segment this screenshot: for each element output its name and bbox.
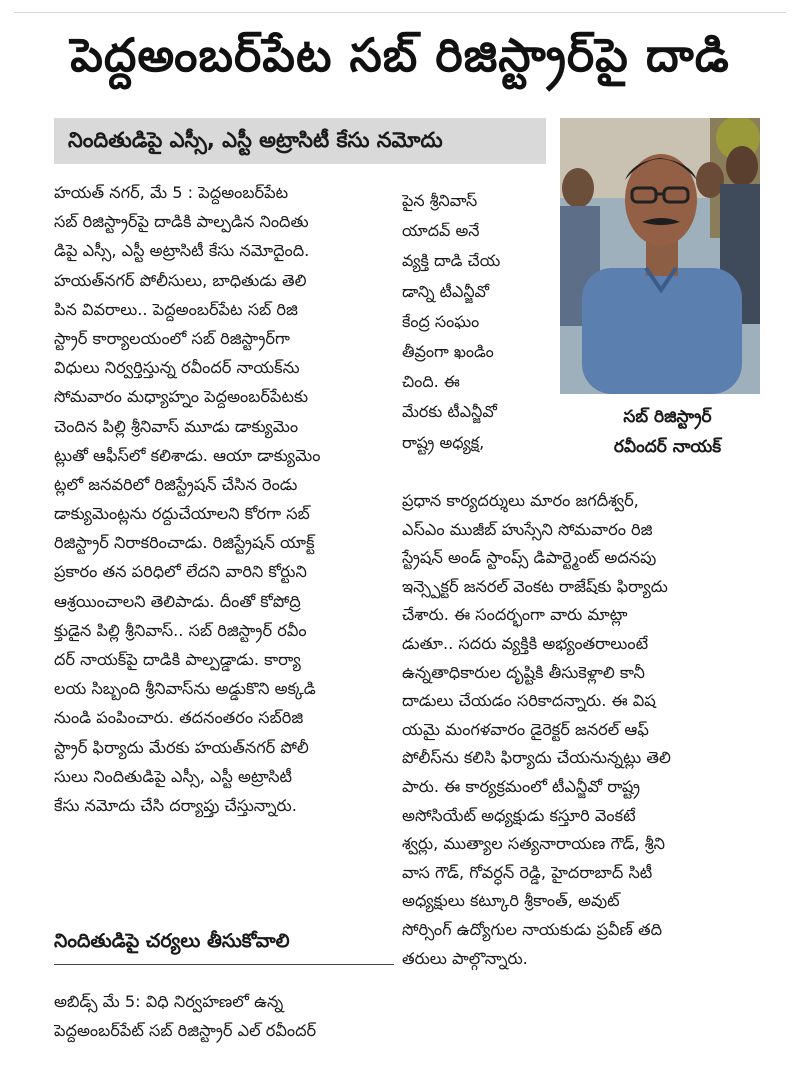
text-line: హయత్‌నగర్ పోలీసులు, బాధితుడు తెలి	[54, 270, 307, 290]
text-line: డిపై ఎస్సీ, ఎస్టీ అట్రాసిటీ కేసు నమోదైంది.	[54, 241, 310, 261]
text-line: క్తుడైన పిల్లి శ్రీనివాస్.. సబ్ రిజిస్ట్రార్ రవీం	[54, 620, 307, 640]
text-line: ట్లలో జనవరిలో రిజిస్ట్రేషన్ చేసిన రెండు	[54, 474, 298, 494]
article-column-middle	[402, 186, 554, 458]
text-line: యాదవ్ అనే	[402, 221, 480, 241]
text-line: పోలీస్‌ను కలిసి ఫిర్యాదు చేయనున్నట్లు తెలి	[402, 748, 671, 768]
text-line: డాన్ని టీఎన్జీవో	[402, 281, 490, 301]
text-line: దాడులు చేయడం సరికాదన్నారు. ఈ విష	[402, 691, 656, 711]
article-column-right	[402, 487, 758, 973]
subheading-band	[54, 118, 546, 164]
text-line: ట్లుతో ఆఫీస్‌లో కలిశాడు. ఆయా డాక్యుమెం	[54, 445, 321, 465]
text-line: కేంద్ర సంఘం	[402, 311, 480, 331]
text-line: సోమవారం మధ్యాహ్నం పెద్దఅంబర్‌పేటకు	[54, 387, 309, 407]
text-line: హయత్ నగర్, మే 5 : పెద్దఅంబర్‌పేట	[54, 183, 289, 202]
text-line: తరులు పాల్గొన్నారు.	[402, 948, 528, 968]
text-line: యమై మంగళవారం డైరెక్టర్ జనరల్ ఆఫ్	[402, 719, 649, 739]
text-line: పిన వివరాలు.. పెద్దఅంబర్‌పేట సబ్ రిజి	[54, 299, 298, 319]
text-line: ఎస్ఎం ముజీబ్ హుస్సేని సోమవారం రిజి	[402, 519, 653, 539]
text-line: పారు. ఈ కార్యక్రమంలో టీఎన్జీవో రాష్ట్ర	[402, 776, 641, 796]
text-line: పెద్దఅంబర్‌పేట్ సబ్ రిజిస్ట్రార్ ఎల్ రవీందర్	[54, 1020, 317, 1040]
second-subheading: నిందితుడిపై చర్యలు తీసుకోవాలి	[54, 930, 290, 952]
text-line: లయ సిబ్బంది శ్రీనివాస్‌ను అడ్డుకొని అక్కడి	[54, 679, 316, 699]
text-line: ఇన్స్పెక్టర్ జనరల్ వెంకట రాజేష్‌కు ఫిర్యాదు	[402, 576, 668, 596]
text-line: ఆశ్రయించాలని తెలిపాడు. దీంతో కోపోద్రి	[54, 591, 301, 611]
text-line: దర్ నాయక్‌పై దాడికి పాల్పడ్డాడు. కార్యా	[54, 650, 301, 669]
text-line: స్ట్రేషన్ అండ్ స్టాంప్స్ డిపార్ట్మెంట్ అదనపు	[402, 548, 657, 568]
text-line: అసోసియేట్ అధ్యక్షుడు కస్తూరి వెంకటే	[402, 805, 636, 825]
text-line: విధులు నిర్వర్తిస్తున్న రవీందర్ నాయక్‌ను	[54, 358, 300, 378]
text-line: సోర్సింగ్ ఉద్యోగుల నాయకుడు ప్రవీణ్ తది	[402, 919, 663, 939]
text-line: రిజిస్ట్రార్ నిరాకరించాడు. రిజిస్ట్రేషన్ యాక్ట్	[54, 533, 315, 553]
top-rule	[14, 12, 786, 13]
text-line: కేసు నమోదు చేసి దర్యాప్తు చేస్తున్నారు.	[54, 795, 297, 815]
text-line: చెందిన పిల్లి శ్రీనివాస్ మూడు డాక్యుమెం	[54, 416, 299, 436]
text-line: ప్రకారం తన పరిధిలో లేదని వారిని కోర్టుని	[54, 562, 307, 582]
text-line: అబిడ్స్ మే 5: విధి నిర్వహణలో ఉన్న	[54, 992, 284, 1011]
subheading: నిందితుడిపై ఎస్సీ, ఎస్టీ అట్రాసిటీ కేసు నమోదు	[68, 128, 443, 152]
text-line: నుండి పంపించారు. తదనంతరం సబ్‌రిజి	[54, 708, 304, 728]
photo-caption	[575, 402, 760, 462]
text-line: చింది. ఈ	[402, 372, 460, 392]
text-line: అధ్యక్షులు కట్కూరి శ్రీకాంత్, అవుట్	[402, 891, 620, 911]
text-line: స్ట్రార్ కార్యాలయంలో సబ్ రిజిస్ట్రార్‌గా	[54, 328, 290, 348]
text-line: మేరకు టీఎన్జీవో	[402, 402, 497, 422]
text-line: తీవ్రంగా ఖండిం	[402, 341, 494, 361]
text-line: వాస గౌడ్, గోవర్ధన్ రెడ్డి, హైదరాబాద్ సిటీ	[402, 862, 653, 882]
photo-illustration	[560, 118, 760, 394]
caption-line-name: రవీందర్ నాయక్	[613, 437, 722, 457]
text-line: డాక్యుమెంట్లను రద్దుచేయాలని కోరగా సబ్	[54, 504, 310, 524]
headline: పెద్దఅంబర్‌పేట సబ్ రిజిస్ట్రార్‌పై దాడి	[70, 28, 730, 82]
text-line: సబ్ రిజిస్ట్రార్‌పై దాడికి పాల్పడిన నిందితు	[54, 212, 309, 232]
text-line: పైన శ్రీనివాస్	[402, 191, 478, 210]
text-line: ప్రధాన కార్యదర్శులు మారం జగదీశ్వర్,	[402, 491, 639, 510]
caption-line-title: సబ్ రిజిస్ట్రార్	[623, 407, 712, 427]
text-line: శ్వర్లు, ముత్యాల సత్యనారాయణ గౌడ్, శ్రీని	[402, 834, 666, 854]
text-line: వ్యక్తి దాడి చేయ	[402, 251, 501, 271]
text-line: రాష్ట్ర అధ్యక్ష,	[402, 432, 485, 452]
text-line: చేశారు. ఈ సందర్భంగా వారు మాట్లా	[402, 605, 628, 625]
news-photo	[560, 118, 760, 394]
subheading-underline	[54, 964, 394, 965]
article-column-left	[54, 178, 394, 820]
article-column-left-second	[54, 988, 394, 1045]
text-line: స్ట్రార్ ఫిర్యాదు మేరకు హయత్‌నగర్ పోలీ	[54, 737, 309, 757]
text-line: డుతూ.. సదరు వ్యక్తికి అభ్యంతరాలుంటే	[402, 633, 649, 653]
text-line: సులు నిందితుడిపై ఎస్సీ, ఎస్టీ అట్రాసిటీ	[54, 766, 293, 786]
text-line: ఉన్నతాధికారుల దృష్టికి తీసుకెళ్లాలి కానీ	[402, 662, 645, 682]
